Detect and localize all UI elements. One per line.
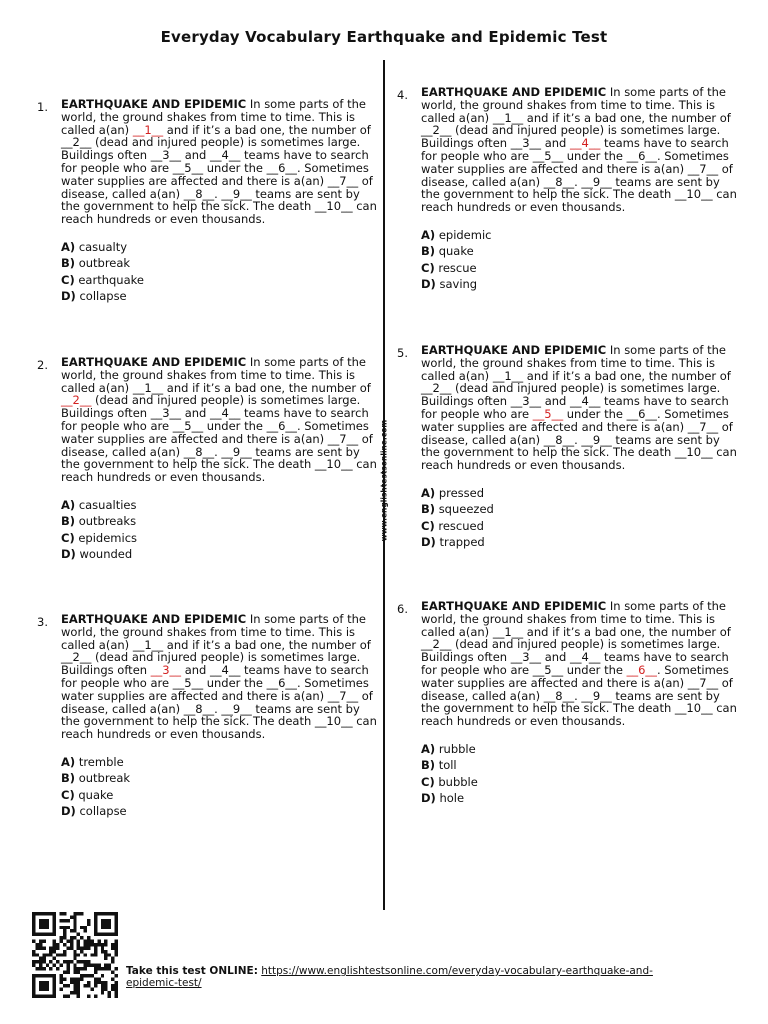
answer-option[interactable] — [61, 513, 379, 530]
blank-2: __2__ — [421, 123, 452, 138]
blank-2: __2__ — [61, 650, 92, 665]
option-text: pressed — [438, 485, 485, 500]
passage-segment: and if it’s a bad one, the number of — [523, 110, 731, 125]
question-block — [397, 599, 739, 807]
answer-option[interactable] — [61, 255, 379, 272]
option-text: epidemic — [438, 227, 492, 242]
option-label: D) — [421, 277, 436, 292]
answer-option[interactable] — [61, 497, 379, 514]
option-text: collapse — [79, 289, 127, 304]
blank-6: __6__ — [266, 418, 297, 433]
blank-5: __5__ — [532, 148, 564, 163]
blank-2: __2__ — [61, 393, 92, 408]
question-number: 4. — [397, 88, 408, 102]
passage-segment: and if it’s a bad one, the number of — [523, 624, 731, 639]
answer-option[interactable] — [421, 276, 739, 293]
answer-option[interactable] — [421, 774, 739, 791]
answer-option[interactable] — [61, 770, 379, 787]
passage-segment: teams have to search for people who are — [61, 148, 369, 175]
option-text: wounded — [79, 547, 133, 562]
passage-segment: teams have to search for people who are — [421, 394, 729, 421]
answer-options — [61, 239, 379, 305]
passage-segment: under the — [563, 662, 627, 677]
option-label: D) — [61, 804, 76, 819]
passage-segment: and — [541, 394, 570, 409]
blank-3: __3__ — [150, 663, 182, 678]
option-text: hole — [439, 791, 465, 806]
test-link[interactable]: https://www.englishtestsonline.com/everyday-vocabulary-earthquake-and-epidemic-test/ — [126, 965, 653, 989]
option-text: saving — [439, 277, 478, 292]
option-label: C) — [61, 787, 75, 802]
option-label: B) — [61, 514, 76, 529]
question-number: 6. — [397, 602, 408, 616]
passage-segment: under the — [203, 675, 267, 690]
blank-1: __1__ — [132, 122, 164, 137]
option-text: earthquake — [78, 272, 144, 287]
answer-option[interactable] — [61, 530, 379, 547]
blank-3: __3__ — [510, 136, 542, 151]
question-number: 3. — [37, 615, 48, 629]
answer-option[interactable] — [61, 787, 379, 804]
answer-option[interactable] — [421, 227, 739, 244]
option-label: A) — [61, 239, 76, 254]
passage-segment: under the — [563, 148, 627, 163]
passage-segment: and — [181, 406, 210, 421]
passage-segment: and if it’s a bad one, the number of — [163, 122, 371, 137]
option-label: C) — [421, 774, 435, 789]
passage-segment: and — [541, 136, 570, 151]
answer-option[interactable] — [61, 803, 379, 820]
option-label: D) — [421, 791, 436, 806]
answer-option[interactable] — [421, 534, 739, 551]
passage-segment: and — [181, 148, 210, 163]
passage-segment: (dead and injured people) is sometimes large. Buildings often — [61, 393, 361, 421]
passage-segment: teams have to search for people who are — [61, 663, 369, 690]
question-block — [397, 343, 739, 551]
blank-5: __5__ — [532, 406, 564, 421]
page-title: Everyday Vocabulary Earthquake and Epidemic Test — [160, 28, 608, 46]
option-label: C) — [421, 260, 435, 275]
blank-3: __3__ — [150, 148, 182, 163]
option-text: quake — [438, 244, 474, 259]
blank-4: __4__ — [570, 650, 601, 665]
answer-option[interactable] — [61, 546, 379, 563]
passage-segment: under the — [203, 160, 267, 175]
answer-options — [61, 754, 379, 820]
option-label: C) — [61, 272, 75, 287]
blank-5: __5__ — [172, 675, 204, 690]
answer-options — [421, 227, 739, 293]
passage-segment: . Sometimes water supplies are affected and there is a(an) __7__ of disease, called a(an) __8__. __9__ teams are sent by the government to help the sick. The death __10__ can reach hundreds or even thousands. — [421, 406, 737, 473]
option-label: D) — [61, 547, 76, 562]
blank-6: __6__ — [626, 148, 657, 163]
question-block — [37, 355, 379, 563]
blank-3: __3__ — [510, 650, 542, 665]
option-text: rescue — [438, 260, 477, 275]
passage-segment: (dead and injured people) is sometimes large. Buildings often — [421, 123, 721, 151]
option-label: A) — [421, 741, 436, 756]
passage-segment: teams have to search for people who are — [421, 650, 729, 677]
passage-heading: EARTHQUAKE AND EPIDEMIC — [421, 85, 607, 99]
option-label: C) — [61, 530, 75, 545]
passage-segment: In some parts of the world, the ground shakes from time to time. This is called a(an) — [61, 355, 366, 395]
passage-segment: teams have to search for people who are — [421, 136, 729, 163]
footer-label: Take this test ONLINE: — [126, 965, 258, 977]
blank-4: __4__ — [210, 148, 241, 163]
passage-segment: (dead and injured people) is sometimes large. Buildings often — [421, 637, 721, 665]
passage-segment: and if it’s a bad one, the number of — [523, 368, 731, 383]
option-label: B) — [421, 502, 436, 517]
option-text: rescued — [438, 518, 484, 533]
option-text: bubble — [438, 774, 478, 789]
option-label: A) — [61, 497, 76, 512]
blank-1: __1__ — [492, 624, 524, 639]
blank-3: __3__ — [150, 406, 182, 421]
blank-1: __1__ — [132, 637, 164, 652]
answer-option[interactable] — [421, 741, 739, 758]
answer-options — [421, 741, 739, 807]
option-text: collapse — [79, 804, 127, 819]
passage-segment: In some parts of the world, the ground shakes from time to time. This is called a(an) — [421, 599, 726, 639]
passage-segment: . Sometimes water supplies are affected and there is a(an) __7__ of disease, called a(an) __8__. __9__ teams are sent by the government to help the sick. The death __10__ can reach hundreds or even thousands. — [61, 675, 377, 742]
option-label: B) — [61, 771, 76, 786]
passage-segment: In some parts of the world, the ground shakes from time to time. This is called a(an) — [61, 97, 366, 137]
passage-text — [421, 86, 739, 214]
blank-1: __1__ — [492, 110, 524, 125]
passage-text — [421, 344, 739, 472]
option-text: epidemics — [78, 530, 138, 545]
option-text: outbreaks — [78, 514, 137, 529]
passage-segment: and — [181, 663, 210, 678]
passage-text — [421, 600, 739, 728]
answer-option[interactable] — [421, 485, 739, 502]
passage-segment: (dead and injured people) is sometimes large. Buildings often — [61, 650, 361, 678]
footer — [126, 965, 686, 989]
option-text: rubble — [438, 741, 476, 756]
answer-options — [421, 485, 739, 551]
blank-6: __6__ — [266, 160, 297, 175]
passage-segment: and — [541, 650, 570, 665]
passage-segment: (dead and injured people) is sometimes large. Buildings often — [61, 135, 361, 163]
answer-option[interactable] — [421, 518, 739, 535]
blank-2: __2__ — [421, 381, 452, 396]
option-text: outbreak — [78, 771, 131, 786]
passage-heading: EARTHQUAKE AND EPIDEMIC — [61, 97, 247, 111]
blank-3: __3__ — [510, 394, 542, 409]
answer-option[interactable] — [61, 239, 379, 256]
blank-2: __2__ — [421, 637, 452, 652]
blank-4: __4__ — [210, 663, 241, 678]
blank-6: __6__ — [626, 662, 657, 677]
passage-heading: EARTHQUAKE AND EPIDEMIC — [61, 612, 247, 626]
passage-segment: In some parts of the world, the ground shakes from time to time. This is called a(an) — [421, 343, 726, 383]
passage-segment: . Sometimes water supplies are affected and there is a(an) __7__ of disease, called a(an) __8__. __9__ teams are sent by the government to help the sick. The death __10__ can reach hundreds or even thousands. — [61, 160, 377, 227]
answer-option[interactable] — [421, 501, 739, 518]
qr-code-icon[interactable] — [30, 912, 120, 998]
option-text: casualties — [78, 497, 137, 512]
option-label: D) — [421, 535, 436, 550]
blank-4: __4__ — [570, 394, 601, 409]
answer-option[interactable] — [421, 243, 739, 260]
answer-option[interactable] — [61, 754, 379, 771]
blank-1: __1__ — [492, 368, 524, 383]
passage-segment: (dead and injured people) is sometimes large. Buildings often — [421, 381, 721, 409]
blank-6: __6__ — [266, 675, 297, 690]
passage-segment: . Sometimes water supplies are affected and there is a(an) __7__ of disease, called a(an) __8__. __9__ teams are sent by the government to help the sick. The death __10__ can reach hundreds or even thousands. — [421, 148, 737, 215]
option-label: A) — [421, 485, 436, 500]
passage-heading: EARTHQUAKE AND EPIDEMIC — [421, 599, 607, 613]
option-text: casualty — [78, 239, 128, 254]
option-label: B) — [421, 244, 436, 259]
option-text: tremble — [78, 754, 124, 769]
answer-options — [61, 497, 379, 563]
passage-heading: EARTHQUAKE AND EPIDEMIC — [421, 343, 607, 357]
question-number: 5. — [397, 346, 408, 360]
answer-option[interactable] — [421, 757, 739, 774]
blank-2: __2__ — [61, 135, 92, 150]
option-label: A) — [421, 227, 436, 242]
passage-segment: In some parts of the world, the ground shakes from time to time. This is called a(an) — [421, 85, 726, 125]
option-text: toll — [438, 758, 457, 773]
passage-segment: teams have to search for people who are — [61, 406, 369, 433]
question-block — [37, 97, 379, 305]
answer-option[interactable] — [421, 790, 739, 807]
passage-text — [61, 613, 379, 741]
passage-heading: EARTHQUAKE AND EPIDEMIC — [61, 355, 247, 369]
answer-option[interactable] — [61, 272, 379, 289]
passage-segment: under the — [563, 406, 627, 421]
blank-4: __4__ — [570, 136, 601, 151]
question-block — [397, 85, 739, 293]
passage-text — [61, 98, 379, 226]
blank-5: __5__ — [172, 160, 204, 175]
passage-segment: under the — [203, 418, 267, 433]
option-label: B) — [421, 758, 436, 773]
blank-1: __1__ — [132, 380, 164, 395]
passage-segment: . Sometimes water supplies are affected and there is a(an) __7__ of disease, called a(an) __8__. __9__ teams are sent by the government to help the sick. The death __10__ can reach hundreds or even thousands. — [421, 662, 737, 729]
answer-option[interactable] — [421, 260, 739, 277]
blank-5: __5__ — [532, 662, 564, 677]
option-text: squeezed — [438, 502, 494, 517]
option-label: C) — [421, 518, 435, 533]
blank-4: __4__ — [210, 406, 241, 421]
passage-segment: and if it’s a bad one, the number of — [163, 380, 371, 395]
passage-text — [61, 356, 379, 484]
passage-segment: . Sometimes water supplies are affected and there is a(an) __7__ of disease, called a(an) __8__. __9__ teams are sent by the government to help the sick. The death __10__ can reach hundreds or even thousands. — [61, 418, 377, 485]
option-text: quake — [78, 787, 114, 802]
question-block — [37, 612, 379, 820]
blank-5: __5__ — [172, 418, 204, 433]
option-label: D) — [61, 289, 76, 304]
option-label: A) — [61, 754, 76, 769]
watermark-text: www.englishtestsonline.com — [379, 419, 389, 542]
passage-segment: In some parts of the world, the ground shakes from time to time. This is called a(an) — [61, 612, 366, 652]
question-number: 1. — [37, 100, 48, 114]
answer-option[interactable] — [61, 288, 379, 305]
passage-segment: and if it’s a bad one, the number of — [163, 637, 371, 652]
question-number: 2. — [37, 358, 48, 372]
option-text: trapped — [439, 535, 485, 550]
option-text: outbreak — [78, 256, 131, 271]
blank-6: __6__ — [626, 406, 657, 421]
option-label: B) — [61, 256, 76, 271]
